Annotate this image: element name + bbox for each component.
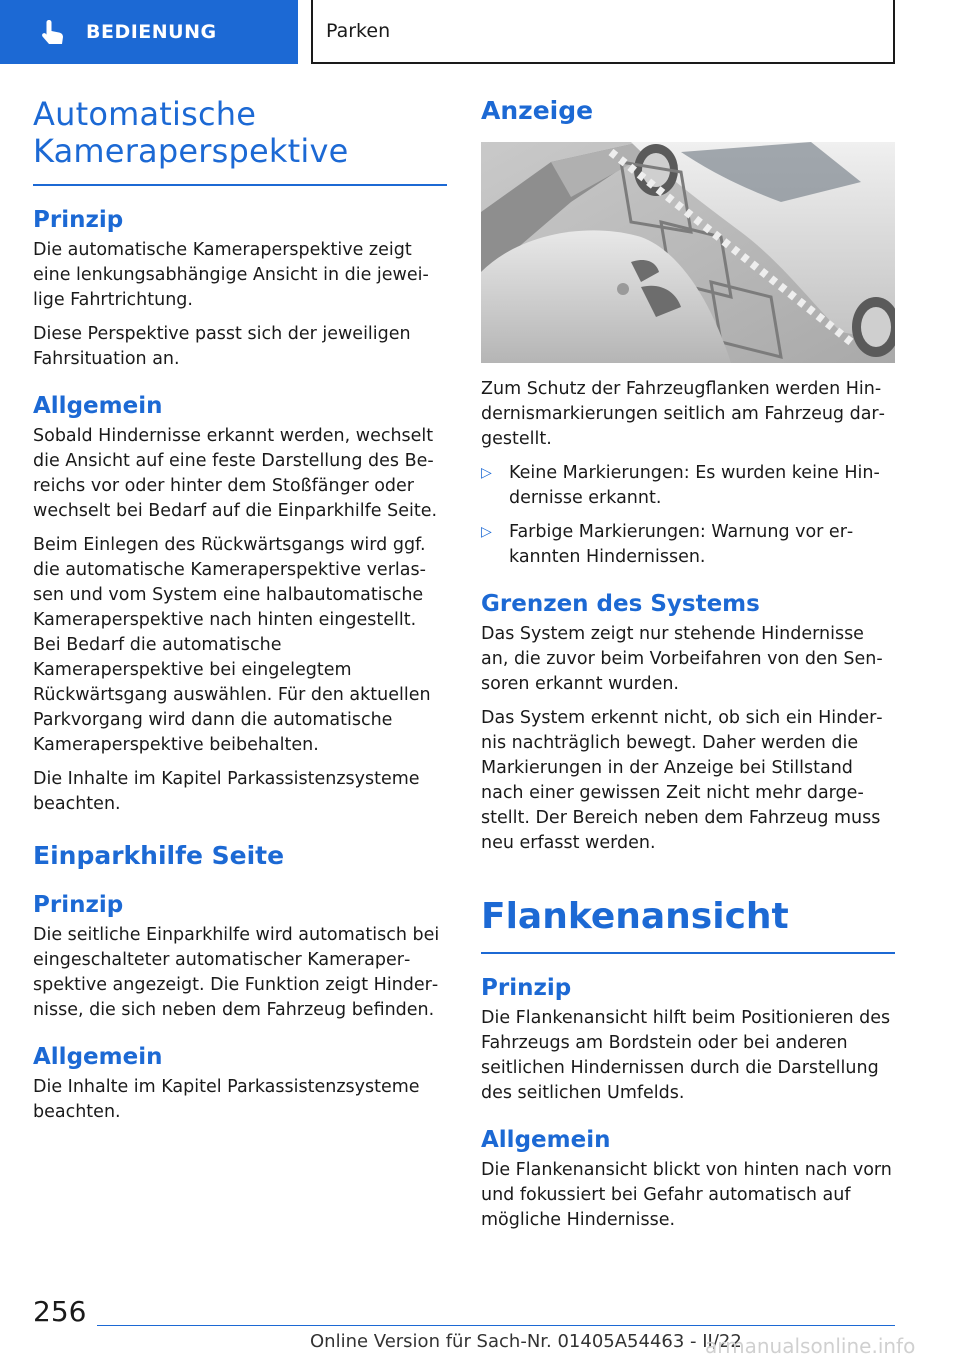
heading-einparkhilfe-seite: Einparkhilfe Seite xyxy=(33,841,285,870)
list-item: ▷ Farbige Markierungen: Warnung vor erkannten Hindernissen. xyxy=(481,522,854,567)
paragraph: Das System erkennt nicht, ob sich ein Hindernis nachträglich bewegt. Daher werden die Markierungen in der Anzeige bei Stillstand nach einer gewissen Zeit nicht mehr dargestellt. Der Bereich neben dem Fahrzeug muss neu erfasst werden. xyxy=(481,708,883,853)
paragraph: Diese Perspektive passt sich der jeweiligen Fahrsituation an. xyxy=(33,324,411,369)
heading-anzeige: Anzeige xyxy=(481,96,594,125)
paragraph: Die automatische Kameraperspektive zeigt eine lenkungsabhängige Ansicht in die jeweilige Fahrtrichtung. xyxy=(33,240,429,310)
paragraph: Die Inhalte im Kapitel Parkassistenzsysteme beachten. xyxy=(33,769,420,814)
chapter-tab xyxy=(0,0,298,64)
page-number: 256 xyxy=(33,1295,87,1328)
paragraph: Sobald Hindernisse erkannt werden, wechselt die Ansicht auf eine feste Darstellung des Bereichs vor oder hinter dem Stoßfänger oder wechselt bei Bedarf auf die Einparkhilfe Seite. xyxy=(33,426,438,521)
hand-pointer-icon xyxy=(38,17,68,47)
heading-allgemein-1: Allgemein xyxy=(33,393,163,419)
left-column xyxy=(33,96,447,1134)
watermark: armanualsonline.info xyxy=(705,1334,916,1358)
list-item: ▷ Keine Markierungen: Es wurden keine Hindernisse erkannt. xyxy=(481,463,880,508)
paragraph: Die Flankenansicht hilft beim Positionieren des Fahrzeugs am Bordstein oder bei anderen seitlichen Hindernissen durch die Darstellung des seitlichen Umfelds. xyxy=(481,1008,891,1103)
parking-scene-illustration xyxy=(481,142,895,363)
bullet-list xyxy=(481,461,895,570)
online-version-text: Online Version für Sach-Nr. 01405A54463 - II/22 xyxy=(310,1331,742,1352)
heading-prinzip-1: Prinzip xyxy=(33,207,124,233)
page-title: Automatische Kameraperspektive xyxy=(33,96,447,186)
chapter-label: BEDIENUNG xyxy=(86,21,217,43)
paragraph: Zum Schutz der Fahrzeugflanken werden Hindernismarkierungen seitlich am Fahrzeug dargestellt. xyxy=(481,379,885,449)
right-column xyxy=(481,96,895,1242)
triangle-bullet-icon: ▷ xyxy=(481,524,492,540)
heading-grenzen: Grenzen des Systems xyxy=(481,591,760,617)
section-label: Parken xyxy=(326,20,391,42)
paragraph: Die Flankenansicht blickt von hinten nach vorn und fokussiert bei Gefahr automatisch auf mögliche Hindernisse. xyxy=(481,1160,892,1230)
paragraph: Beim Einlegen des Rückwärtsgangs wird ggf. die automatische Kameraperspektive verlassen und vom System eine halbautomatische Kameraperspektive nach hinten eingestellt. Bei Bedarf die automatische Kameraperspektive bei eingelegtem Rückwärtsgang auswählen. Für den aktuellen Parkvorgang wird dann die automatische Kameraperspektive beibehalten. xyxy=(33,535,431,755)
paragraph: Das System zeigt nur stehende Hindernisse an, die zuvor beim Vorbeifahren von den Sensoren erkannt wurden. xyxy=(481,624,883,694)
camera-view-image xyxy=(481,142,895,363)
paragraph: Die seitliche Einparkhilfe wird automatisch bei eingeschalteter automatischer Kameraperspektive angezeigt. Die Funktion zeigt Hindernisse, die sich neben dem Fahrzeug befinden. xyxy=(33,925,440,1020)
heading-allgemein-3: Allgemein xyxy=(481,1127,611,1153)
triangle-bullet-icon: ▷ xyxy=(481,465,492,481)
paragraph: Die Inhalte im Kapitel Parkassistenzsysteme beachten. xyxy=(33,1077,420,1122)
footer-divider xyxy=(97,1325,895,1326)
heading-flankenansicht: Flankenansicht xyxy=(481,896,895,954)
heading-prinzip-3: Prinzip xyxy=(481,975,572,1001)
section-header xyxy=(311,0,895,64)
heading-prinzip-2: Prinzip xyxy=(33,892,124,918)
heading-allgemein-2: Allgemein xyxy=(33,1044,163,1070)
